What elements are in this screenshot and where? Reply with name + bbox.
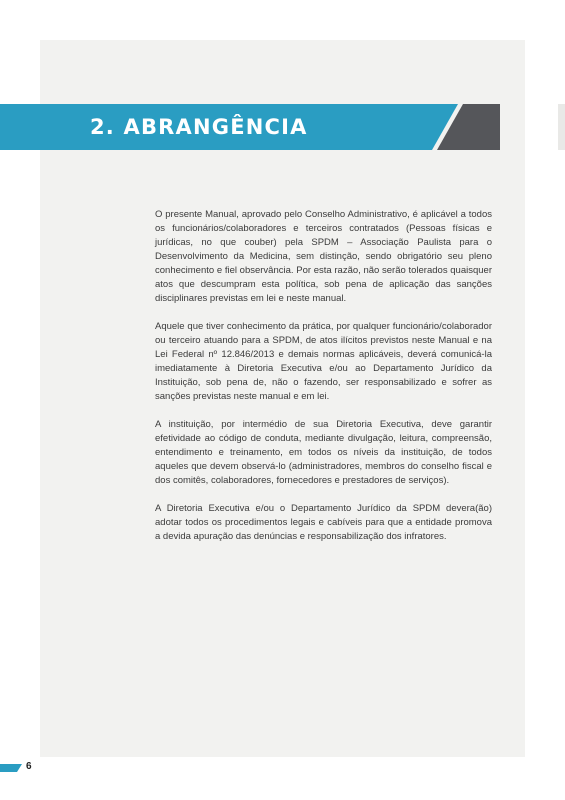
paragraph-2: Aquele que tiver conhecimento da prática, por qualquer funcionário/colaborador ou terceiro atuando para a SPDM, de atos ilícitos previstos neste Manual e na Lei Federal nº 12.846/2013 e demais normas aplicáveis, deverá comunicá-la imediatamente à Diretoria Executiva e/ou ao Departamento Jurídico da Instituição, sob pena de, não o fazendo, ser responsabilizado e sofrer as sanções previstas neste manual e em lei.: [155, 321, 492, 402]
paragraph-3: A instituição, por intermédio de sua Diretoria Executiva, deve garantir efetividade ao código de conduta, mediante divulgação, leitura, compreensão, entendimento e treinamento, em todos os níveis da instituição, de todos aqueles que devem observá-lo (administradores, membros do conselho fiscal e dos comitês, colaboradores, fornecedores e prestadores de serviços).: [155, 419, 492, 486]
next-page-edge: [558, 104, 565, 150]
section-title: 2. ABRANGÊNCIA: [90, 115, 308, 139]
footer-tab-icon: [0, 764, 22, 772]
paragraph-1: O presente Manual, aprovado pelo Conselho Administrativo, é aplicável a todos os funcionários/colaboradores e terceiros contratados (Pessoas físicas e jurídicas, no que couber) pela SPDM – Associação Paulista para o Desenvolvimento da Medicina, sem distinção, sendo obrigatório seu pleno conhecimento e fiel observância. Por esta razão, não serão tolerados quaisquer atos que descumpram esta política, sob pena de aplicação das sanções disciplinares previstas em lei e neste manual.: [155, 209, 492, 304]
body-text: [155, 208, 492, 558]
page-number: 6: [26, 761, 32, 772]
paragraph-4: A Diretoria Executiva e/ou o Departamento Jurídico da SPDM devera(ão) adotar todos os procedimentos legais e cabíveis para que a entidade promova a devida apuração das denúncias e responsabilização dos infratores.: [155, 503, 492, 542]
